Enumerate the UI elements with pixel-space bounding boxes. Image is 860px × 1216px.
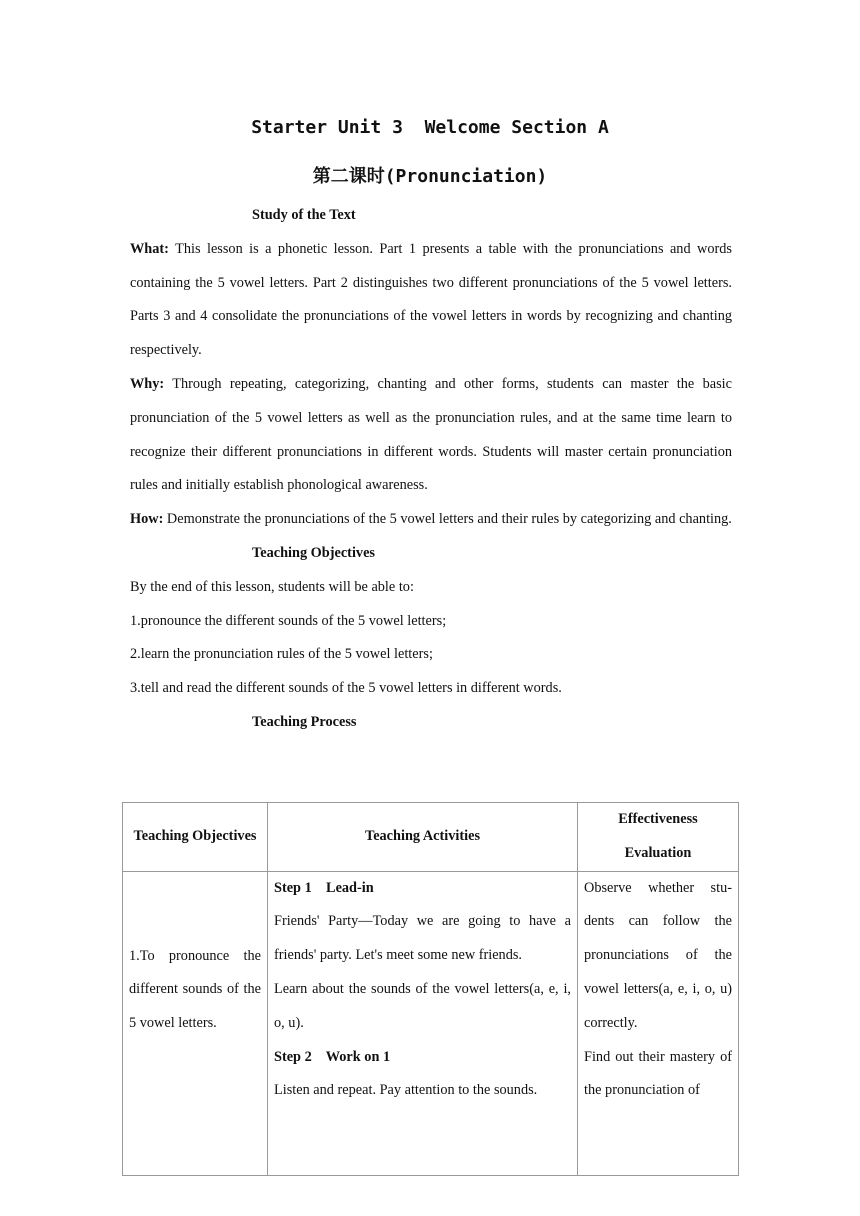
step2-text: Listen and repeat. Pay attention to the sounds. (274, 1082, 538, 1099)
objectives-heading: Teaching Objectives (252, 544, 375, 561)
what-text: This lesson is a phonetic lesson. Part 1 presents a table with the pronunciations and words containing the 5 vowel letters. Part 2 distinguishes two different pronunciations of the 5 vowel letters. Parts 3 and 4 consolidate the pronunciations of the vowel letters in words by recognizing and chanting respectively. (130, 240, 732, 359)
what-label: What: (130, 240, 169, 257)
study-heading: Study of the Text (252, 207, 356, 223)
table-row (123, 871, 739, 1175)
header-evaluation: Effectiveness Evaluation (578, 803, 739, 872)
header-activities: Teaching Activities (268, 803, 578, 872)
step1-title: Step 1 Lead-in (274, 879, 374, 896)
objective-item: 2.learn the pronunciation rules of the 5 vowel letters; (130, 646, 433, 663)
how-paragraph (130, 503, 732, 537)
document-body (130, 199, 732, 740)
how-label: How: (130, 511, 164, 528)
objective-text: 1.To pronounce the different sounds of the 5 vowel letters. (129, 947, 261, 1032)
why-paragraph (130, 368, 732, 503)
why-label: Why: (130, 375, 165, 392)
activities-cell (268, 871, 578, 1175)
evaluation-text-1: Observe whether stu-dents can follow the pronunciations of the vowel letters(a, e, i, o, u) correctly. (584, 879, 732, 1031)
why-text: Through repeating, categorizing, chanting and other forms, students can master the basic pronunciation of the 5 vowel letters as well as the pronunciation rules, and at the same time learn to recognize their different pronunciations in different words. Students will master certain pronunciation rules and initially establish phonological awareness. (130, 375, 732, 494)
objectives-intro: By the end of this lesson, students will be able to: (130, 578, 414, 595)
objective-item: 3.tell and read the different sounds of the 5 vowel letters in different words. (130, 680, 562, 697)
objective-cell (123, 871, 268, 1175)
teaching-process-table (122, 802, 739, 1176)
step2-title: Step 2 Work on 1 (274, 1048, 391, 1065)
what-paragraph (130, 233, 732, 368)
document-subtitle: 第二课时(Pronunciation) (312, 166, 548, 187)
how-text: Demonstrate the pronunciations of the 5 vowel letters and their rules by categorizing and chanting. (163, 511, 732, 528)
header-objectives: Teaching Objectives (123, 803, 268, 872)
evaluation-text-2: Find out their mastery of the pronunciation of (584, 1048, 732, 1099)
process-heading: Teaching Process (252, 713, 357, 730)
step1-text-2: Learn about the sounds of the vowel letters(a, e, i, o, u). (274, 980, 571, 1031)
objective-item: 1.pronounce the different sounds of the 5 vowel letters; (130, 612, 447, 629)
document-title: Starter Unit 3 Welcome Section A (251, 117, 609, 138)
step1-text: Friends' Party—Today we are going to have a friends' party. Let's meet some new friends. (274, 913, 571, 964)
evaluation-cell (578, 871, 739, 1175)
table-header-row (123, 803, 739, 872)
